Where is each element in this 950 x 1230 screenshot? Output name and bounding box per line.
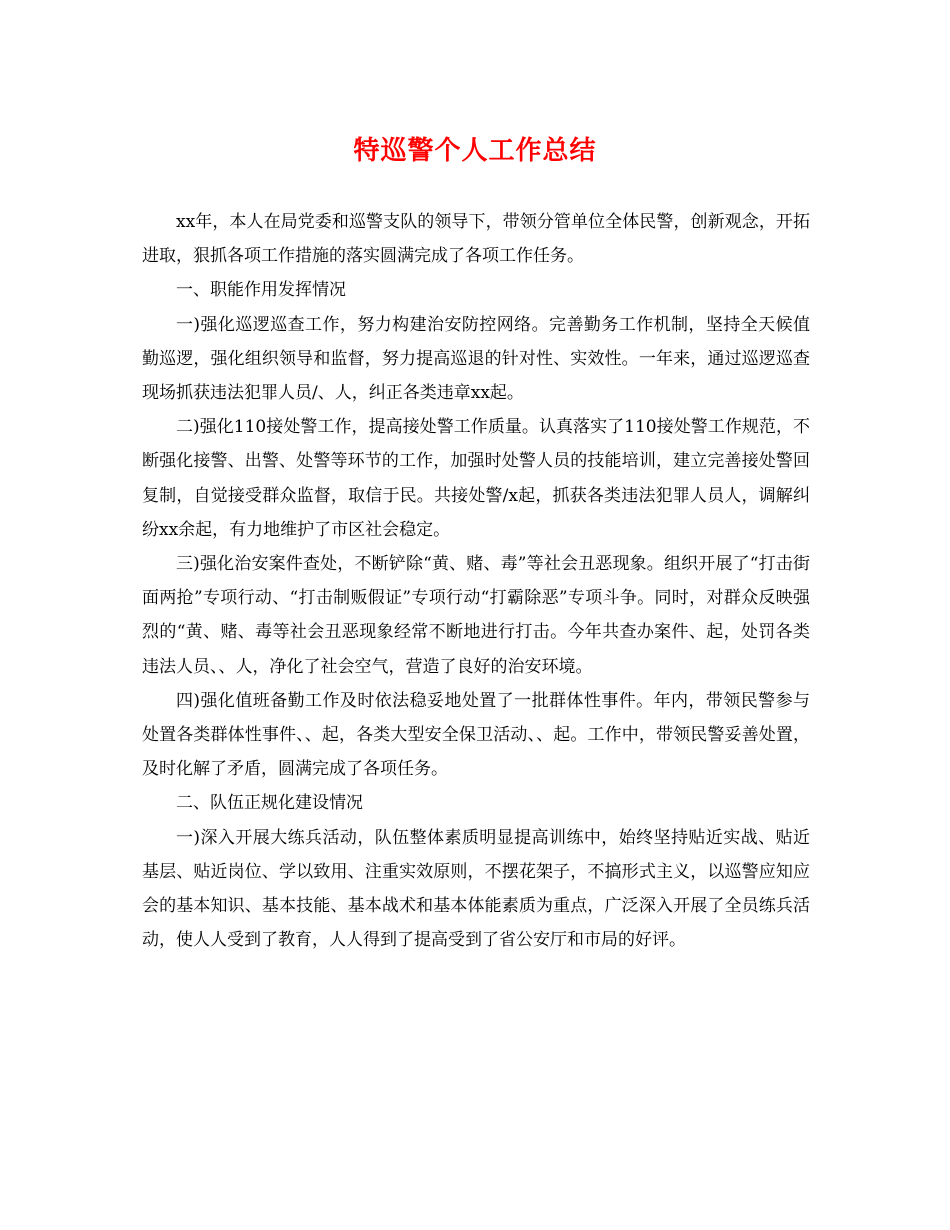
- section-heading-2: 二、队伍正规化建设情况: [176, 793, 363, 814]
- paragraph-duty-standby: 四)强化值班备勤工作及时依法稳妥地处置了一批群体性事件。年内，带领民警参与处置各类群体性事件、、起，各类大型安全保卫活动、、起。工作中，带领民警妥善处置，及时化解了矛盾，圆满完成了各项任务。: [142, 690, 810, 780]
- paragraph-patrol: 一)强化巡逻巡查工作，努力构建治安防控网络。完善勤务工作机制，坚持全天候值勤巡逻，强化组织领导和监督，努力提高巡退的针对性、实效性。一年来，通过巡逻巡查现场抓获违法犯罪人员/、人，纠正各类违章xx起。: [142, 314, 810, 404]
- section-heading-1: 一、职能作用发挥情况: [176, 280, 346, 301]
- document-title: 特巡警个人工作总结: [353, 136, 597, 166]
- intro-paragraph: xx年，本人在局党委和巡警支队的领导下，带领分管单位全体民警，创新观念，开拓进取，狠抓各项工作措施的落实圆满完成了各项工作任务。: [142, 212, 810, 267]
- paragraph-training: 一)深入开展大练兵活动，队伍整体素质明显提高训练中，始终坚持贴近实战、贴近基层、贴近岗位、学以致用、注重实效原则，不摆花架子，不搞形式主义，以巡警应知应会的基本知识、基本技能、基本战术和基本体能素质为重点，广泛深入开展了全员练兵活动，使人人受到了教育，人人得到了提高受到了省公安厅和市局的好评。: [142, 827, 810, 951]
- paragraph-110-dispatch: 二)强化110接处警工作，提高接处警工作质量。认真落实了110接处警工作规范，不断强化接警、出警、处警等环节的工作，加强时处警人员的技能培训，建立完善接处警回复制，自觉接受群众监督，取信于民。共接处警/x起，抓获各类违法犯罪人员人，调解纠纷xx余起，有力地维护了市区社会稳定。: [142, 417, 810, 540]
- paragraph-public-security-cases: 三)强化治安案件查处，不断铲除“黄、赌、毒”等社会丑恶现象。组织开展了“打击街面两抢”专项行动、“打击制贩假证”专项行动“打霸除恶”专项斗争。同时，对群众反映强烈的“黄、赌、毒等社会丑恶现象经常不断地进行打击。今年共查办案件、起，处罚各类违法人员、、人，净化了社会空气，营造了良好的治安环境。: [142, 554, 810, 677]
- document-body: [142, 205, 810, 957]
